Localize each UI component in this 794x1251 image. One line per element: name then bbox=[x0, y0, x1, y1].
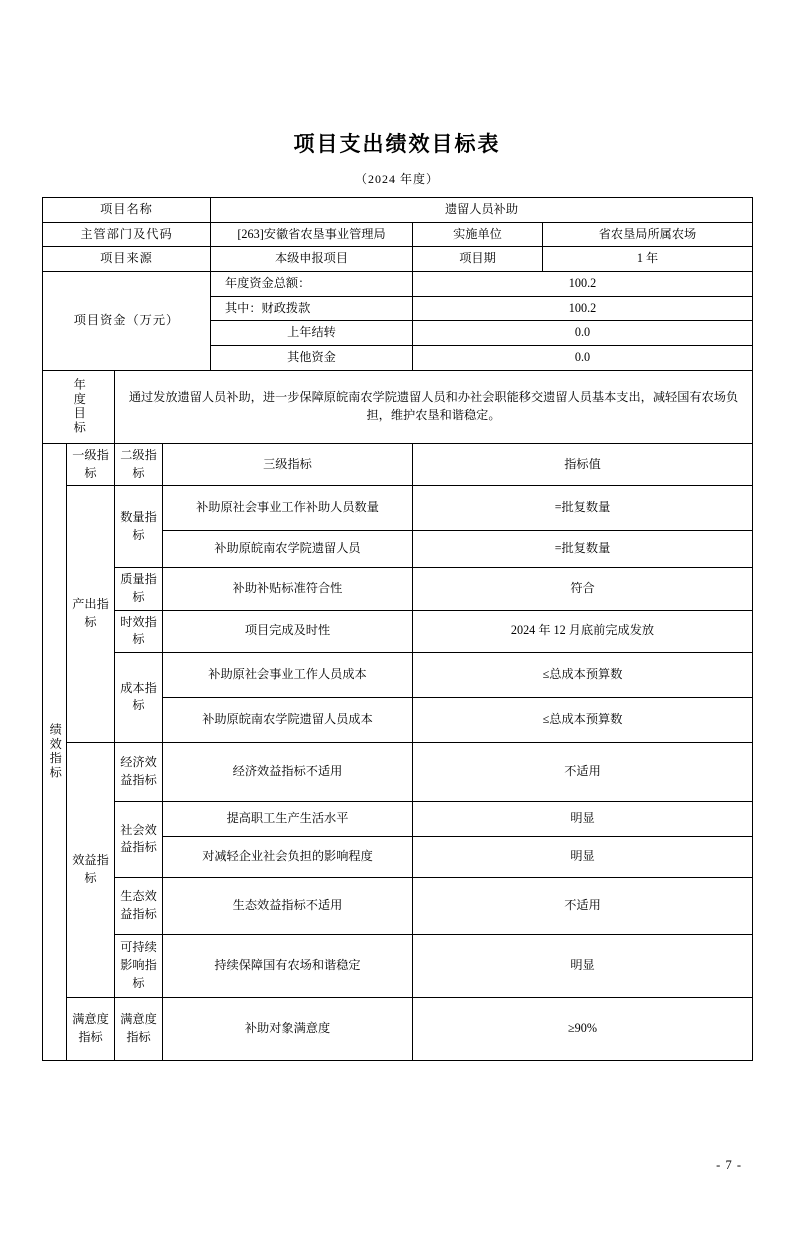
level1-output: 产出指标 bbox=[67, 486, 115, 743]
table-row bbox=[43, 877, 753, 934]
table-row bbox=[43, 247, 753, 272]
performance-indicator-label-text: 绩效指标 bbox=[48, 723, 63, 781]
table-row bbox=[43, 610, 753, 652]
col-header-level1: 一级指标 bbox=[67, 443, 115, 485]
period-value: 1 年 bbox=[543, 247, 753, 272]
annual-goal-text: 通过发放遗留人员补助，进一步保障原皖南农学院遗留人员和办社会职能移交遗留人员基本支出，减轻国有农场负担，维护农垦和谐稳定。 bbox=[115, 370, 753, 443]
level3-indicator: 补助原社会事业工作补助人员数量 bbox=[163, 486, 413, 531]
source-label: 项目来源 bbox=[43, 247, 211, 272]
level3-indicator: 项目完成及时性 bbox=[163, 610, 413, 652]
level2-timeliness: 时效指标 bbox=[115, 610, 163, 652]
indicator-value: ≥90% bbox=[413, 997, 753, 1060]
level2-quality: 质量指标 bbox=[115, 568, 163, 610]
col-header-level3: 三级指标 bbox=[163, 443, 413, 485]
level2-social: 社会效益指标 bbox=[115, 801, 163, 877]
funds-item-value: 0.0 bbox=[413, 346, 753, 371]
dept-value: [263]安徽省农垦事业管理局 bbox=[211, 222, 413, 247]
table-row bbox=[43, 934, 753, 997]
level3-indicator: 补助对象满意度 bbox=[163, 997, 413, 1060]
period-label: 项目期 bbox=[413, 247, 543, 272]
funds-item-name: 上年结转 bbox=[211, 321, 413, 346]
indicator-value: 明显 bbox=[413, 836, 753, 877]
level2-economic: 经济效益指标 bbox=[115, 742, 163, 801]
table-row bbox=[43, 272, 753, 297]
level3-indicator: 经济效益指标不适用 bbox=[163, 742, 413, 801]
level1-satisfaction: 满意度指标 bbox=[67, 997, 115, 1060]
project-name-value: 遗留人员补助 bbox=[211, 198, 753, 223]
level3-indicator: 补助原皖南农学院遗留人员成本 bbox=[163, 697, 413, 742]
page-subtitle: （2024 年度） bbox=[354, 172, 439, 186]
annual-goal-label bbox=[43, 370, 115, 443]
level2-ecological: 生态效益指标 bbox=[115, 877, 163, 934]
table-row bbox=[43, 652, 753, 697]
level3-indicator: 持续保障国有农场和谐稳定 bbox=[163, 934, 413, 997]
table-row bbox=[43, 997, 753, 1060]
dept-label: 主管部门及代码 bbox=[43, 222, 211, 247]
level2-satisfaction: 满意度指标 bbox=[115, 997, 163, 1060]
funds-item-value: 100.2 bbox=[413, 296, 753, 321]
impl-unit-value: 省农垦局所属农场 bbox=[543, 222, 753, 247]
col-header-value: 指标值 bbox=[413, 443, 753, 485]
col-header-level2: 二级指标 bbox=[115, 443, 163, 485]
indicator-value: 符合 bbox=[413, 568, 753, 610]
page-number: - 7 - bbox=[716, 1158, 742, 1172]
performance-indicator-label bbox=[43, 443, 67, 1060]
table-row bbox=[43, 370, 753, 443]
level3-indicator: 生态效益指标不适用 bbox=[163, 877, 413, 934]
funds-item-name: 其中：财政拨款 bbox=[211, 296, 413, 321]
indicator-value: =批复数量 bbox=[413, 531, 753, 568]
indicator-value: 不适用 bbox=[413, 742, 753, 801]
indicator-value: ≤总成本预算数 bbox=[413, 652, 753, 697]
indicator-value: =批复数量 bbox=[413, 486, 753, 531]
level3-indicator: 补助原皖南农学院遗留人员 bbox=[163, 531, 413, 568]
impl-unit-label: 实施单位 bbox=[413, 222, 543, 247]
project-name-label: 项目名称 bbox=[43, 198, 211, 223]
level2-quantity: 数量指标 bbox=[115, 486, 163, 568]
table-row bbox=[43, 198, 753, 223]
indicator-value: 不适用 bbox=[413, 877, 753, 934]
source-value: 本级申报项目 bbox=[211, 247, 413, 272]
level2-cost: 成本指标 bbox=[115, 652, 163, 742]
level3-indicator: 补助原社会事业工作人员成本 bbox=[163, 652, 413, 697]
level3-indicator: 对减轻企业社会负担的影响程度 bbox=[163, 836, 413, 877]
annual-goal-label-text: 年度目标 bbox=[72, 378, 87, 436]
level3-indicator: 提高职工生产生活水平 bbox=[163, 801, 413, 836]
indicator-value: 明显 bbox=[413, 801, 753, 836]
table-row bbox=[43, 222, 753, 247]
table-row bbox=[43, 801, 753, 836]
indicator-value: ≤总成本预算数 bbox=[413, 697, 753, 742]
table-row bbox=[43, 486, 753, 531]
indicator-value: 2024 年 12 月底前完成发放 bbox=[413, 610, 753, 652]
funds-item-value: 100.2 bbox=[413, 272, 753, 297]
table-row bbox=[43, 443, 753, 485]
funds-label: 项目资金（万元） bbox=[43, 272, 211, 371]
document-page bbox=[0, 128, 794, 1251]
indicator-value: 明显 bbox=[413, 934, 753, 997]
level1-benefit: 效益指标 bbox=[67, 742, 115, 997]
level3-indicator: 补助补贴标准符合性 bbox=[163, 568, 413, 610]
performance-target-table bbox=[42, 197, 753, 1061]
page-title: 项目支出绩效目标表 bbox=[293, 132, 501, 156]
funds-item-value: 0.0 bbox=[413, 321, 753, 346]
level2-sustainability: 可持续影响指标 bbox=[115, 934, 163, 997]
table-row bbox=[43, 568, 753, 610]
funds-item-name: 年度资金总额： bbox=[211, 272, 413, 297]
funds-item-name: 其他资金 bbox=[211, 346, 413, 371]
table-row bbox=[43, 742, 753, 801]
